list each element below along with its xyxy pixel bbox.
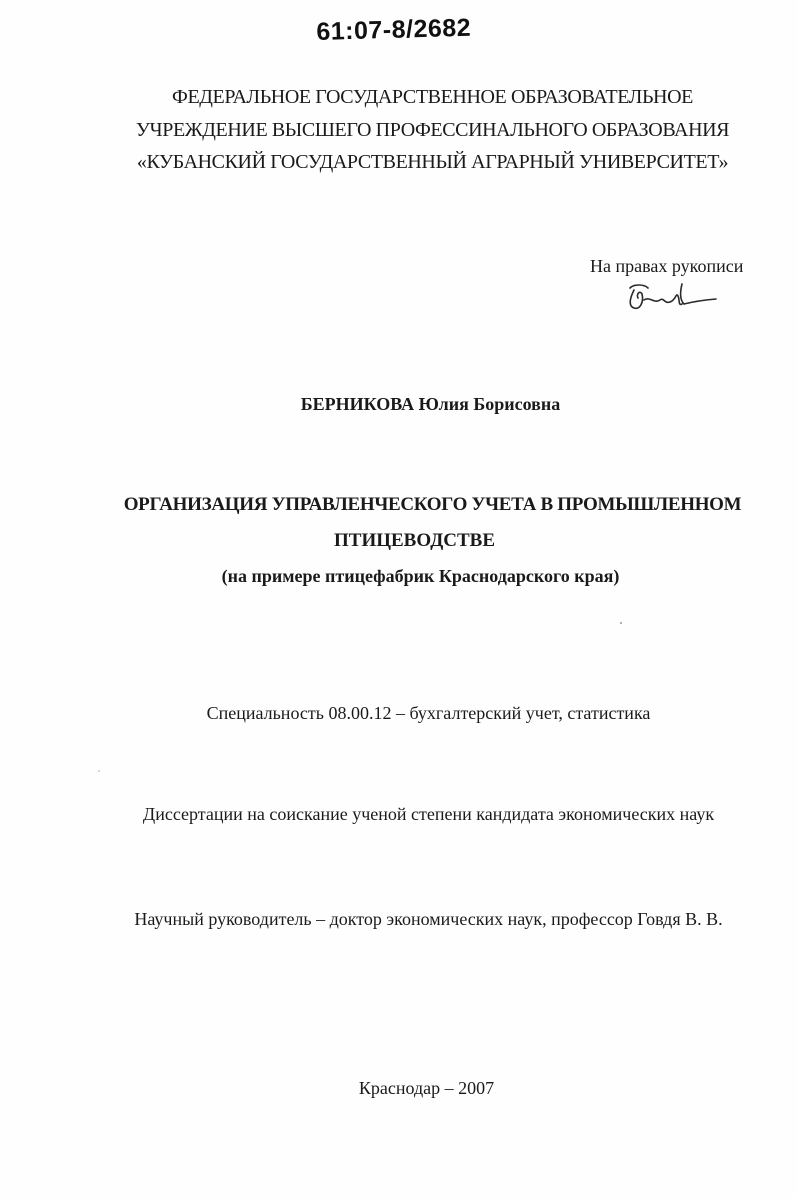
specialty-line: Специальность 08.00.12 – бухгалтерский учет, статистика bbox=[206, 703, 651, 723]
manuscript-rights-label: На правах рукописи bbox=[590, 256, 744, 276]
thesis-title-line-2: ПТИЦЕВОДСТВЕ bbox=[334, 530, 495, 551]
author-name: БЕРНИКОВА Юлия Борисовна bbox=[300, 394, 561, 414]
scan-speck bbox=[620, 622, 622, 624]
degree-line: Диссертации на соискание ученой степени кандидата экономических наук bbox=[142, 804, 715, 824]
library-stamp-code: 61:07-8/2682 bbox=[316, 13, 472, 46]
thesis-subtitle: (на примере птицефабрик Краснодарского края) bbox=[221, 566, 620, 586]
scan-speck bbox=[98, 770, 100, 772]
place-year: Краснодар – 2007 bbox=[358, 1078, 495, 1098]
supervisor-line: Научный руководитель – доктор экономических наук, профессор Говдя В. В. bbox=[134, 909, 723, 929]
signature-icon bbox=[620, 278, 720, 314]
institution-line-2: УЧРЕЖДЕНИЕ ВЫСШЕГО ПРОФЕССИНАЛЬНОГО ОБРАЗОВАНИЯ bbox=[135, 119, 730, 141]
institution-line-1: ФЕДЕРАЛЬНОЕ ГОСУДАРСТВЕННОЕ ОБРАЗОВАТЕЛЬНОЕ bbox=[172, 86, 693, 108]
institution-line-3: «КУБАНСКИЙ ГОСУДАРСТВЕННЫЙ АГРАРНЫЙ УНИВЕРСИТЕТ» bbox=[136, 151, 729, 173]
thesis-title-line-1: ОРГАНИЗАЦИЯ УПРАВЛЕНЧЕСКОГО УЧЕТА В ПРОМЫШЛЕННОМ bbox=[123, 494, 742, 515]
